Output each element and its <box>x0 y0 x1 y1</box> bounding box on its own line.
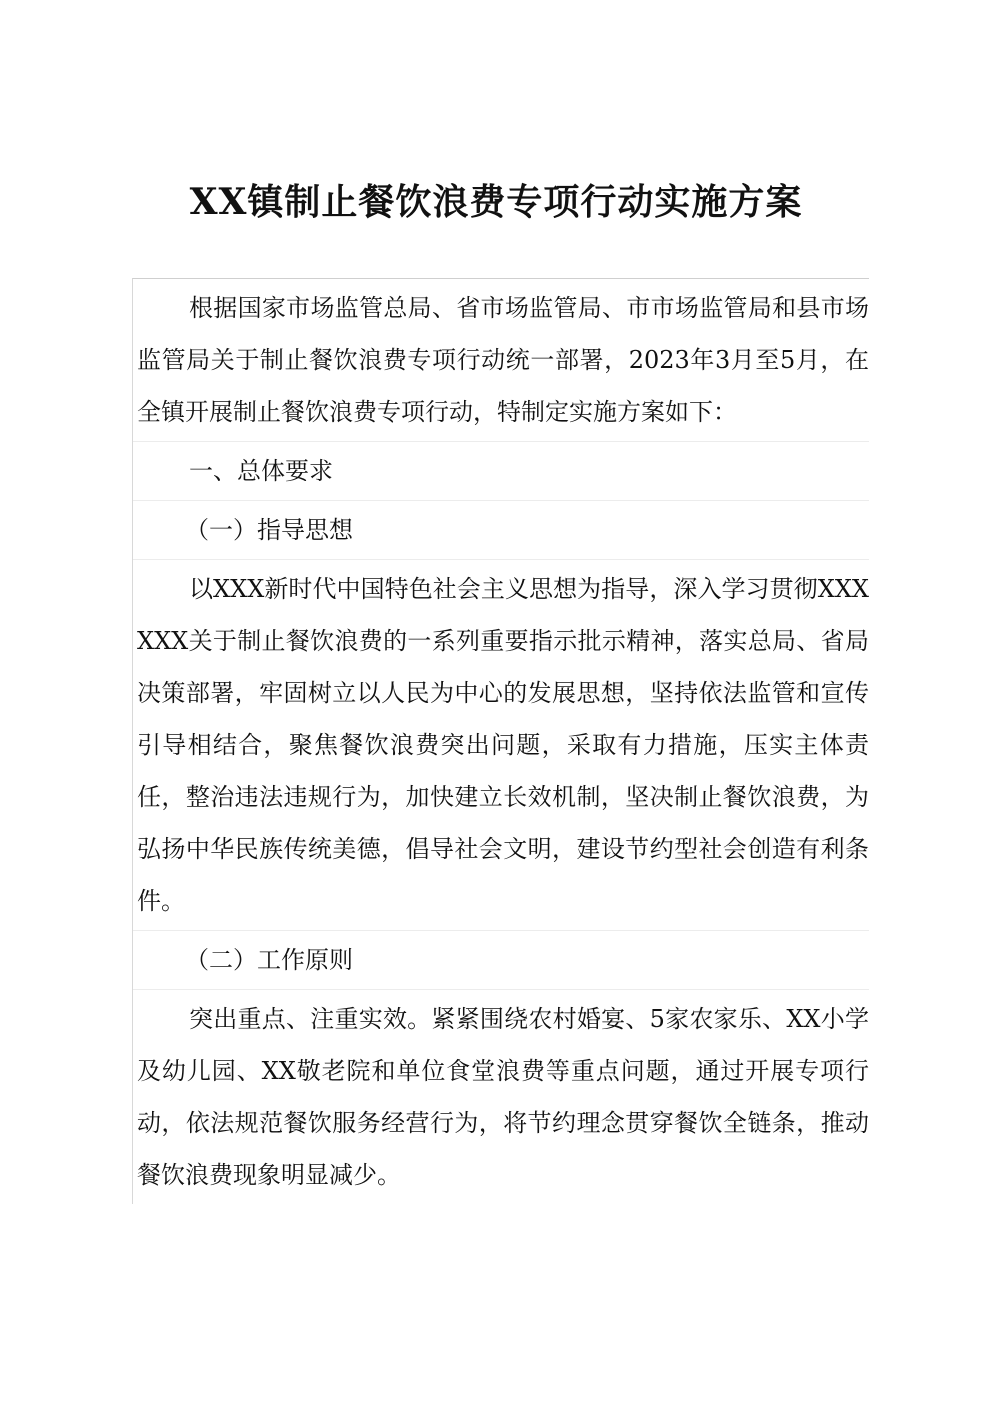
subsection-heading-guiding-ideology: （一）指导思想 <box>133 501 869 560</box>
guiding-ideology-paragraph: 以XXX新时代中国特色社会主义思想为指导，深入学习贯彻XXXXXX关于制止餐饮浪费的一系列重要指示批示精神，落实总局、省局决策部署，牢固树立以人民为中心的发展思想，坚持依法监管和宣传引导相结合，聚焦餐饮浪费突出问题，采取有力措施，压实主体责任，整治违法违规行为，加快建立长效机制，坚决制止餐饮浪费，为弘扬中华民族传统美德，倡导社会文明，建设节约型社会创造有利条件。 <box>133 560 869 931</box>
work-principles-paragraph: 突出重点、注重实效。紧紧围绕农村婚宴、5家农家乐、XX小学及幼儿园、XX敬老院和单位食堂浪费等重点问题，通过开展专项行动，依法规范餐饮服务经营行为，将节约理念贯穿餐饮全链条，推动餐饮浪费现象明显减少。 <box>137 1005 869 1189</box>
document-body <box>132 278 869 1204</box>
document-title: XX镇制止餐饮浪费专项行动实施方案 <box>189 181 803 223</box>
section-heading-general-requirements: 一、总体要求 <box>133 442 869 501</box>
intro-paragraph: 根据国家市场监管总局、省市场监管局、市市场监管局和县市场监管局关于制止餐饮浪费专项行动统一部署，2023年3月至5月，在全镇开展制止餐饮浪费专项行动，特制定实施方案如下： <box>133 279 869 442</box>
subsection-heading-work-principles: （二）工作原则 <box>133 931 869 990</box>
